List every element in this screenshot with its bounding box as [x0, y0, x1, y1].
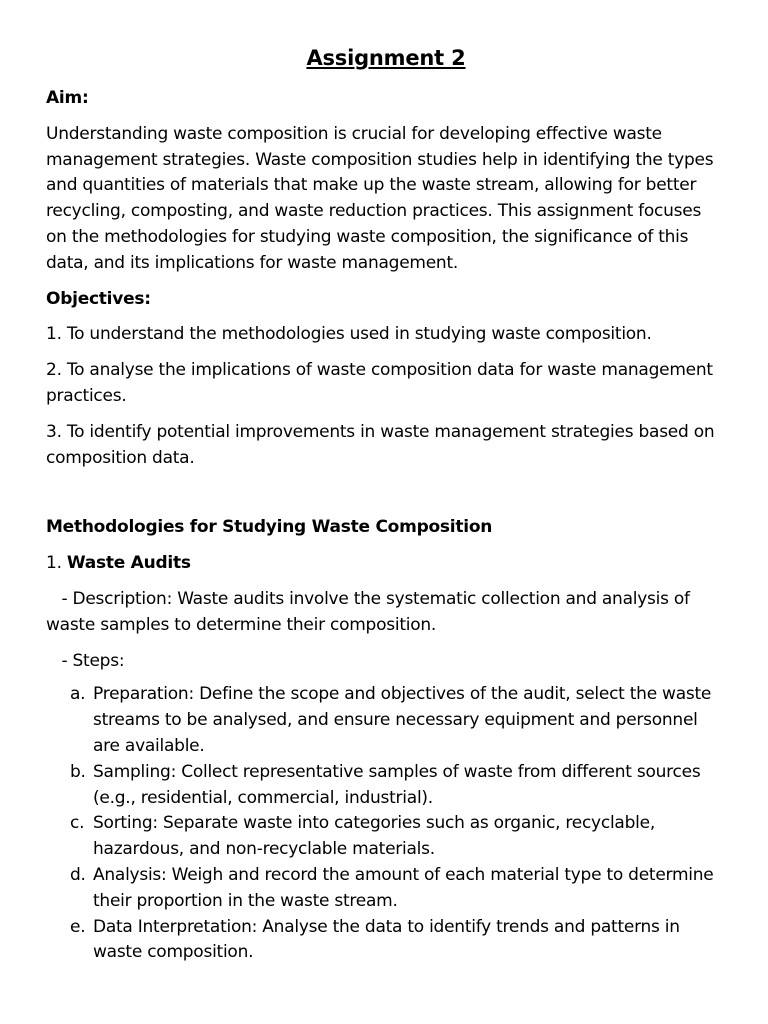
methodologies-heading: Methodologies for Studying Waste Composition	[46, 517, 493, 538]
list-item-text: Sampling: Collect representative samples of waste from different sources (e.g., residential, commercial, industrial).	[93, 761, 701, 808]
list-item	[46, 682, 726, 759]
list-marker: b.	[70, 761, 86, 782]
objectives-heading: Objectives:	[46, 288, 151, 309]
section-title: Waste Audits	[66, 553, 191, 574]
document-page	[46, 42, 726, 966]
aim-paragraph: Understanding waste composition is crucial for developing effective waste management strategies. Waste composition studies help in identifying the types and quantities of materials that make up the waste stream, allowing for better recycling, composting, and waste reduction practices. This assignment focuses on the methodologies for studying waste composition, the significance of this data, and its implications for waste management.	[46, 123, 714, 273]
list-item	[46, 760, 726, 812]
list-marker: a.	[70, 684, 86, 705]
section-heading-waste-audits	[46, 551, 726, 577]
waste-audit-steps-list	[46, 682, 726, 966]
list-marker: d.	[70, 864, 86, 885]
list-item-text: Analysis: Weigh and record the amount of each material type to determine their proportion in the waste stream.	[93, 864, 714, 911]
aim-heading: Aim:	[46, 88, 89, 108]
waste-audit-description: - Description: Waste audits involve the systematic collection and analysis of waste samples to determine their composition.	[46, 588, 695, 635]
list-marker: c.	[70, 813, 85, 834]
list-item	[46, 863, 726, 915]
list-marker: e.	[70, 916, 86, 937]
document-title: Assignment 2	[306, 46, 466, 70]
objective-item-1: 1. To understand the methodologies used in studying waste composition.	[46, 324, 652, 345]
list-item-text: Sorting: Separate waste into categories such as organic, recyclable, hazardous, and non-recyclable materials.	[93, 813, 655, 860]
section-number: 1.	[46, 553, 67, 574]
waste-audit-steps-label: - Steps:	[46, 650, 125, 671]
list-item-text: Data Interpretation: Analyse the data to identify trends and patterns in waste composition.	[93, 916, 680, 963]
list-item	[46, 811, 726, 863]
list-item	[46, 915, 726, 967]
list-item-text: Preparation: Define the scope and objectives of the audit, select the waste streams to be analysed, and ensure necessary equipment and personnel are available.	[93, 684, 712, 756]
objective-item-2: 2. To analyse the implications of waste composition data for waste management practices.	[46, 360, 713, 406]
objective-item-3: 3. To identify potential improvements in waste management strategies based on composition data.	[46, 421, 715, 468]
